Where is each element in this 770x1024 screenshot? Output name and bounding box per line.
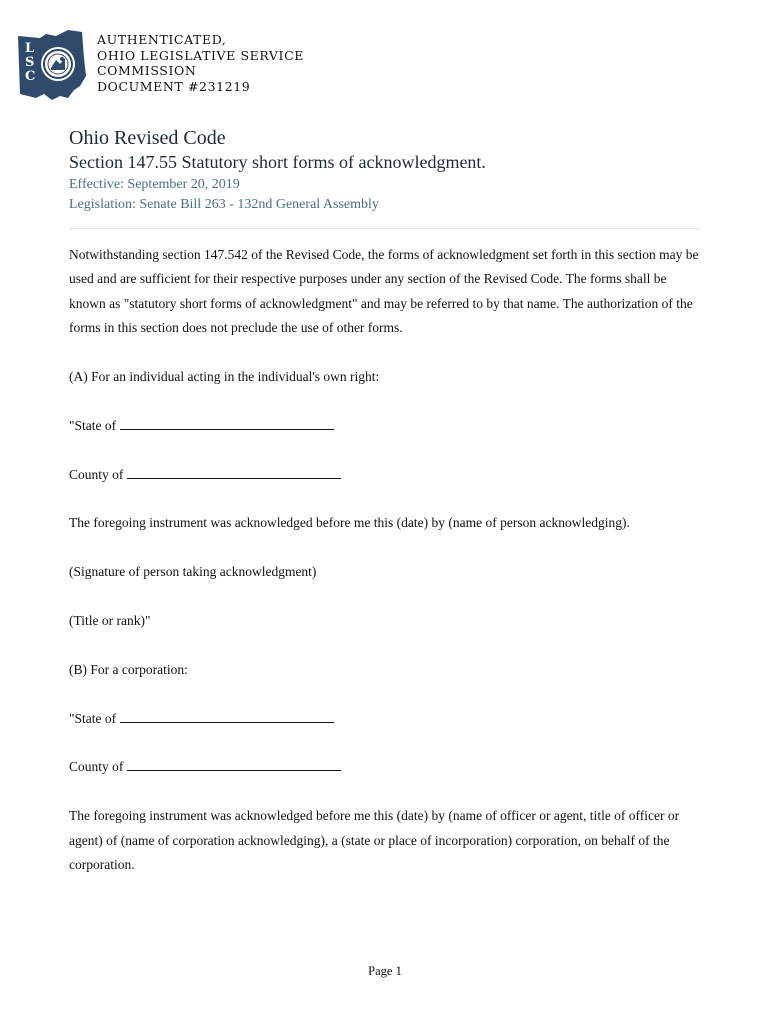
state-label: "State of [69,417,117,433]
intro-paragraph: Notwithstanding section 147.542 of the Revised Code, the forms of acknowledgment set forth in this section may be used and are sufficient for their respective purposes under any section of the Revised Code. The forms shall be known as "statutory short forms of acknowledgment" and may be referred to by that name. The authorization of the forms in this section does not preclude the use of other forms. [69,247,699,336]
document-body [69,243,701,902]
county-label: County of [69,759,124,775]
section-heading: Section 147.55 Statutory short forms of acknowledgment. [69,152,486,172]
auth-line: OHIO LEGISLATIVE SERVICE [97,47,304,63]
logo-letter-s: S [25,55,35,70]
section-a-heading: (A) For an individual acting in the individual's own right: [69,369,380,385]
state-label: "State of [69,710,117,726]
ohio-state-shape-icon [16,28,88,102]
document-title: Ohio Revised Code [69,127,226,149]
state-blank [120,417,334,430]
section-a-foregoing: The foregoing instrument was acknowledged before me this (date) by (name of person acknowledging). [69,515,630,531]
section-a-county-line [69,463,701,487]
section-a-title-rank: (Title or rank)" [69,613,151,628]
auth-line: DOCUMENT #231219 [97,78,251,94]
header-divider [69,228,700,229]
auth-line: COMMISSION [97,63,197,78]
section-b-county-line [69,755,701,779]
county-blank [127,466,341,479]
page-number: Page 1 [368,964,402,978]
authentication-stamp [97,32,304,94]
section-b-state-line [69,707,701,731]
lsc-logo [16,28,88,102]
county-blank [127,758,341,771]
logo-letter-c: C [25,69,36,84]
section-b-foregoing: The foregoing instrument was acknowledged before me this (date) by (name of officer or agent, title of officer or agent) of (name of corporation acknowledging), a (state or place of incorporation) corporation, on behalf of the corporation. [69,808,680,872]
section-b-heading: (B) For a corporation: [69,661,188,677]
county-label: County of [69,466,124,482]
state-blank [120,710,334,723]
effective-date: Effective: September 20, 2019 [69,177,240,192]
logo-letter-l: L [25,41,35,56]
section-a-signature: (Signature of person taking acknowledgment) [69,564,317,580]
auth-line: AUTHENTICATED, [97,32,227,47]
legislation-info: Legislation: Senate Bill 263 - 132nd General Assembly [69,197,379,212]
section-a-state-line [69,414,701,438]
